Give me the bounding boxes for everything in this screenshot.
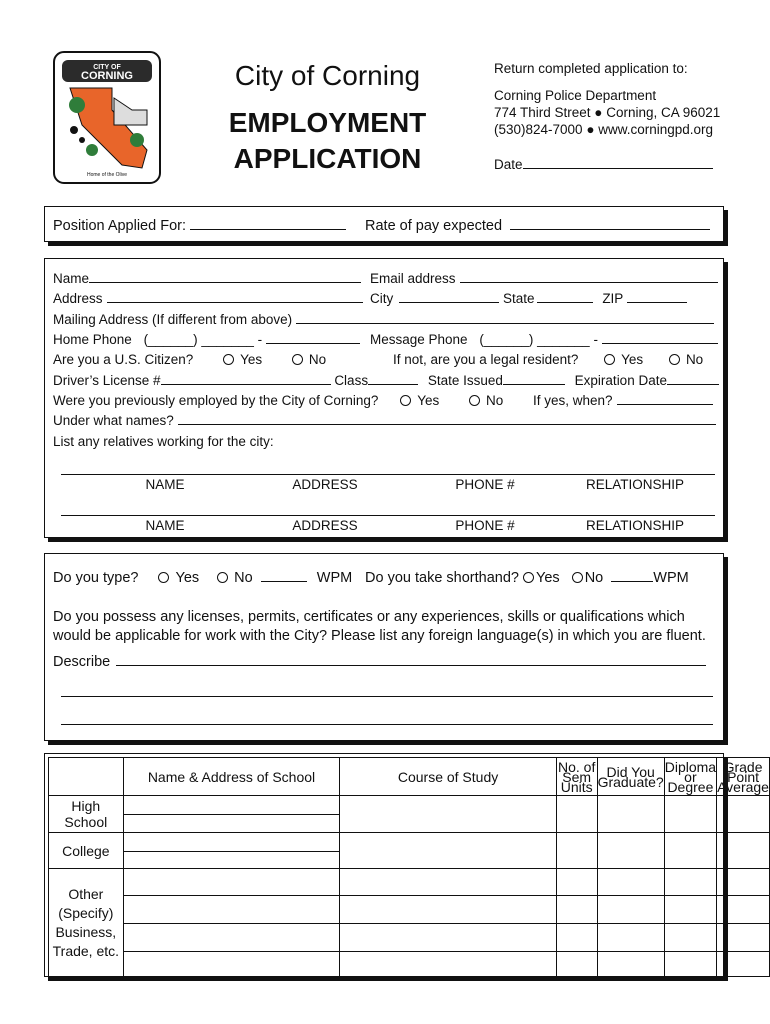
home-phone-parens: (______) _______ - (143, 332, 263, 347)
logo-top-text: CITY OF (93, 64, 121, 71)
type-wpm-field[interactable] (261, 581, 307, 582)
license-field[interactable] (161, 384, 331, 385)
yes-label: Yes (417, 393, 440, 408)
other-graduate-cell[interactable] (597, 869, 664, 977)
relative-1-field[interactable] (61, 474, 715, 475)
college-units-cell[interactable] (556, 833, 597, 869)
high-school-graduate-cell[interactable] (597, 796, 664, 833)
state-field[interactable] (537, 302, 593, 303)
address-label: Address (53, 291, 103, 306)
under-names-field[interactable] (178, 424, 716, 425)
rel-col-address: ADDRESS (292, 477, 358, 492)
skills-section (44, 553, 724, 741)
col-gpa-header: Grade Point Average (717, 758, 769, 795)
college-label: College (49, 833, 124, 869)
resident-yes-option[interactable] (604, 352, 643, 367)
name-label: Name (53, 271, 90, 286)
college-gpa-cell[interactable] (717, 833, 770, 869)
col-units-header: No. of Sem Units (557, 758, 596, 795)
high-school-name-cell[interactable] (123, 796, 340, 833)
rel-col-phone: PHONE # (455, 477, 515, 492)
high-school-diploma-cell[interactable] (664, 796, 716, 833)
shorthand-question: Do you take shorthand? (365, 570, 519, 586)
education-table (48, 757, 770, 977)
no-label: No (308, 352, 327, 367)
state-issued-field[interactable] (503, 384, 565, 385)
pay-field[interactable] (510, 229, 710, 230)
resident-no-option[interactable] (669, 352, 703, 367)
rel-col-name: NAME (145, 477, 185, 492)
class-label: Class (334, 373, 369, 388)
type-question: Do you type? (53, 570, 139, 586)
high-school-course-cell[interactable] (340, 796, 556, 833)
col-school-header: Name & Address of School (123, 758, 340, 796)
no-label: No (234, 570, 253, 586)
city-label: City (370, 291, 394, 306)
table-row (49, 833, 770, 869)
zip-label: ZIP (602, 291, 624, 306)
return-address-block (494, 60, 720, 173)
describe-field-3[interactable] (61, 724, 713, 725)
rel-col-address: ADDRESS (292, 518, 358, 533)
form-title-line-1: EMPLOYMENT (228, 107, 427, 138)
radio-icon[interactable] (400, 395, 411, 406)
previously-employed-question: Were you previously employed by the City of Corning? (53, 393, 379, 408)
email-field[interactable] (460, 282, 718, 283)
radio-icon[interactable] (158, 572, 169, 583)
home-phone-label: Home Phone (53, 332, 132, 347)
form-title (200, 105, 455, 177)
date-field[interactable] (523, 168, 713, 169)
mailing-field[interactable] (296, 323, 714, 324)
college-graduate-cell[interactable] (597, 833, 664, 869)
yes-label: Yes (175, 570, 200, 586)
radio-icon[interactable] (572, 572, 583, 583)
state-label: State (503, 291, 535, 306)
other-diploma-cell[interactable] (664, 869, 716, 977)
college-name-cell[interactable] (123, 833, 340, 869)
zip-field[interactable] (627, 302, 687, 303)
radio-icon[interactable] (469, 395, 480, 406)
other-units-cell[interactable] (556, 869, 597, 977)
address-field[interactable] (107, 302, 363, 303)
citizen-question: Are you a U.S. Citizen? (53, 352, 194, 367)
high-school-units-cell[interactable] (556, 796, 597, 833)
type-no-option[interactable] (217, 570, 253, 586)
citizen-yes-option[interactable] (223, 352, 262, 367)
message-phone-parens: (______) _______ - (479, 332, 598, 347)
position-label: Position Applied For: (53, 218, 186, 234)
high-school-label: High School (49, 796, 124, 833)
position-section (44, 206, 724, 242)
shorthand-yes-option[interactable] (523, 570, 560, 586)
shorthand-wpm-label: WPM (653, 570, 689, 586)
previous-yes-option[interactable] (400, 393, 439, 408)
name-field[interactable] (89, 282, 361, 283)
college-course-cell[interactable] (340, 833, 556, 869)
relative-2-field[interactable] (61, 515, 715, 516)
city-field[interactable] (399, 302, 499, 303)
radio-icon[interactable] (223, 354, 234, 365)
pay-label: Rate of pay expected (365, 218, 503, 234)
date-label: Date (494, 157, 523, 172)
no-label: No (584, 570, 604, 586)
other-course-cell[interactable] (340, 869, 556, 977)
city-title: City of Corning (234, 60, 421, 91)
position-field[interactable] (190, 229, 346, 230)
license-label: Driver’s License # (53, 373, 161, 388)
type-wpm-label: WPM (316, 570, 353, 586)
no-label: No (685, 352, 704, 367)
college-diploma-cell[interactable] (664, 833, 716, 869)
resident-question: If not, are you a legal resident? (393, 352, 579, 367)
radio-icon[interactable] (292, 354, 303, 365)
mailing-label: Mailing Address (If different from above) (53, 312, 293, 327)
if-yes-when-field[interactable] (617, 404, 713, 405)
describe-field-1[interactable] (116, 665, 706, 666)
licenses-question: Do you possess any licenses, permits, certificates or any experiences, skills or qualifications which would be applicable for work with the City? Please list any foreign language(s) in which you are fluent. (53, 609, 706, 644)
return-label: Return completed application to: (494, 61, 688, 76)
state-issued-label: State Issued (427, 373, 503, 388)
describe-label: Describe (53, 654, 111, 670)
describe-field-2[interactable] (61, 696, 713, 697)
rel-col-relationship: RELATIONSHIP (585, 518, 685, 533)
other-gpa-cell[interactable] (717, 869, 770, 977)
radio-icon[interactable] (604, 354, 615, 365)
type-yes-option[interactable] (158, 570, 199, 586)
citizen-no-option[interactable] (292, 352, 326, 367)
dept-name: Corning Police Department (494, 88, 657, 103)
col-course-header: Course of Study (340, 758, 556, 796)
shorthand-no-option[interactable] (572, 570, 604, 586)
other-name-cell[interactable] (123, 869, 340, 977)
col-diploma-header: Diploma or Degree (664, 758, 717, 795)
expiration-field[interactable] (667, 384, 719, 385)
radio-icon[interactable] (669, 354, 680, 365)
radio-icon[interactable] (523, 572, 534, 583)
message-phone-field[interactable] (602, 343, 718, 344)
other-label: Other (Specify) Business, Trade, etc. (49, 869, 124, 977)
home-phone-field[interactable] (266, 343, 360, 344)
expiration-label: Expiration Date (574, 373, 667, 388)
table-row (49, 796, 770, 833)
previous-no-option[interactable] (469, 393, 503, 408)
if-yes-when-label: If yes, when? (533, 393, 613, 408)
logo-bottom-text: Home of the Olive (86, 172, 128, 178)
logo-name-text: CORNING (81, 70, 133, 82)
message-phone-label: Message Phone (370, 332, 468, 347)
yes-label: Yes (621, 352, 644, 367)
shorthand-wpm-field[interactable] (611, 581, 653, 582)
email-label: Email address (370, 271, 456, 286)
rel-col-name: NAME (145, 518, 185, 533)
no-label: No (485, 393, 504, 408)
col-graduate-header: Did You Graduate? (597, 758, 664, 796)
yes-label: Yes (240, 352, 263, 367)
relatives-label: List any relatives working for the city: (53, 434, 274, 449)
rel-col-relationship: RELATIONSHIP (585, 477, 685, 492)
city-seal-logo (52, 50, 162, 185)
table-row (49, 869, 770, 977)
education-header-row (49, 758, 770, 796)
form-title-line-2: APPLICATION (233, 143, 422, 174)
dept-address: 774 Third Street ● Corning, CA 96021 (494, 105, 721, 120)
radio-icon[interactable] (217, 572, 228, 583)
yes-label: Yes (536, 570, 560, 586)
dept-contact: (530)824-7000 ● www.corningpd.org (494, 122, 714, 137)
personal-section (44, 258, 724, 538)
high-school-gpa-cell[interactable] (717, 796, 770, 833)
class-field[interactable] (368, 384, 418, 385)
under-names-label: Under what names? (53, 413, 174, 428)
header-blank-cell (49, 758, 124, 796)
rel-col-phone: PHONE # (455, 518, 515, 533)
